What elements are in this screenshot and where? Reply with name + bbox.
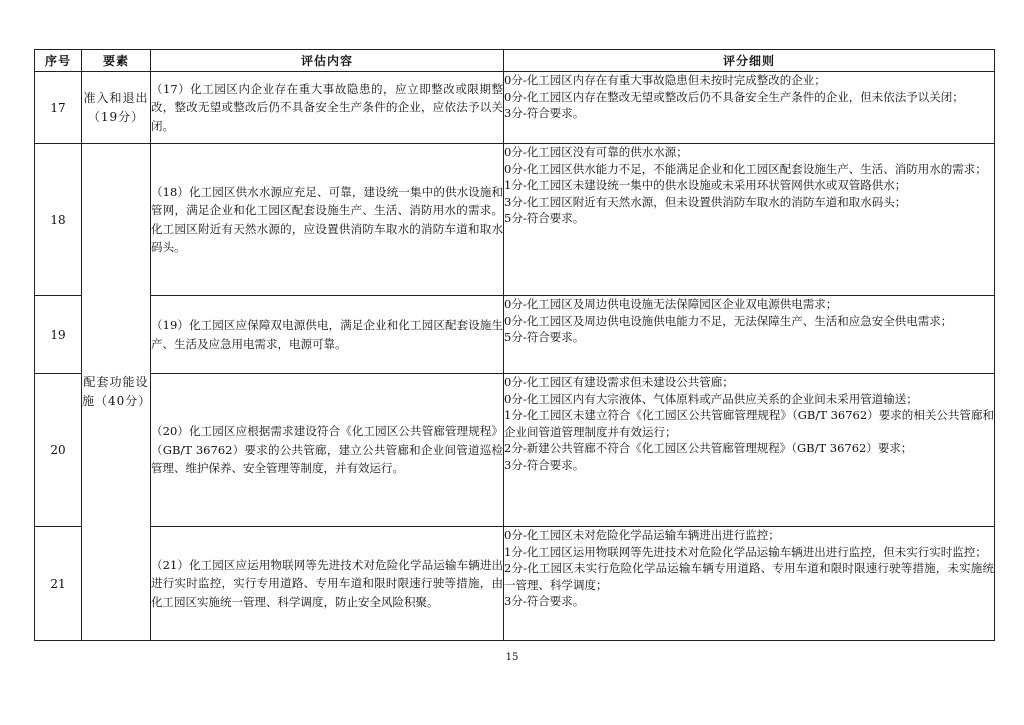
detail-line: 3分-符合要求。 [504, 106, 585, 120]
header-evaluation-content: 评估内容 [151, 50, 504, 72]
row-number: 21 [35, 527, 82, 641]
table-row [35, 527, 995, 641]
detail-line: 0分-化工园区及周边供电设施无法保障园区企业双电源供电需求； [504, 297, 838, 311]
content-cell: （19）化工园区应保障双电源供电，满足企业和化工园区配套设施生产、生活及应急用电需求，电源可靠。 [151, 296, 504, 374]
detail-line: 0分-化工园区有建设需求但未建设公共管廊； [504, 375, 734, 389]
detail-line: 0分-化工园区及周边供电设施供电能力不足，无法保障生产、生活和应急安全供电需求； [504, 313, 953, 328]
detail-line: 2分-新建公共管廊不符合《化工园区公共管廊管理规程》（GB/T 36762）要求； [504, 441, 913, 455]
header-element: 要素 [82, 50, 151, 72]
table-row [35, 144, 995, 296]
detail-cell [504, 296, 995, 374]
detail-line: 3分-化工园区附近有天然水源，但未设置供消防车取水的消防车道和取水码头； [504, 194, 907, 209]
detail-line: 2分-化工园区未实行危险化学品运输车辆专用道路、专用车道和限时限速行驶等措施，未实施统一管理、科学调度； [504, 561, 994, 592]
detail-cell [504, 374, 995, 527]
detail-line: 0分-化工园区内有大宗液体、气体原料或产品供应关系的企业间未采用管道输送； [504, 391, 918, 406]
evaluation-table [34, 49, 995, 641]
table-row [35, 72, 995, 144]
detail-line: 1分-化工园区未建设统一集中的供水设施或未采用环状管网供水或双管路供水； [504, 178, 907, 192]
element-cell-merged: 配套功能设施（40分） [82, 144, 151, 641]
row-number: 17 [35, 72, 82, 144]
detail-line: 0分-化工园区未对危险化学品运输车辆进出进行监控； [504, 528, 780, 542]
element-cell: 准入和退出（19分） [82, 72, 151, 144]
detail-cell [504, 72, 995, 144]
table-header-row [35, 50, 995, 72]
content-cell: （18）化工园区供水水源应充足、可靠，建设统一集中的供水设施和管网，满足企业和化工园区配套设施生产、生活、消防用水的需求。化工园区附近有天然水源的，应设置供消防车取水的消防车道和取水码头。 [151, 144, 504, 296]
header-serial-number: 序号 [35, 50, 82, 72]
row-number: 18 [35, 144, 82, 296]
row-number: 20 [35, 374, 82, 527]
detail-cell [504, 144, 995, 296]
content-cell: （17）化工园区内企业存在重大事故隐患的，应立即整改或限期整改，整改无望或整改后仍不具备安全生产条件的企业，应依法予以关闭。 [151, 72, 504, 144]
table-row [35, 296, 995, 374]
detail-line: 3分-符合要求。 [504, 594, 585, 608]
detail-line: 0分-化工园区没有可靠的供水水源； [504, 145, 688, 159]
detail-line: 5分-符合要求。 [504, 330, 585, 344]
detail-line: 5分-符合要求。 [504, 211, 585, 225]
detail-line: 0分-化工园区供水能力不足，不能满足企业和化工园区配套设施生产、生活、消防用水的需求； [504, 161, 987, 176]
detail-cell [504, 527, 995, 641]
detail-line: 0分-化工园区内存在有重大事故隐患但未按时完成整改的企业； [504, 73, 826, 87]
page-number: 15 [505, 652, 519, 663]
row-number: 19 [35, 296, 82, 374]
table-row [35, 374, 995, 527]
content-cell: （21）化工园区应运用物联网等先进技术对危险化学品运输车辆进出进行实时监控，实行专用道路、专用车道和限时限速行驶等措施，由化工园区实施统一管理、科学调度，防止安全风险积聚。 [151, 527, 504, 641]
detail-line: 1分-化工园区运用物联网等先进技术对危险化学品运输车辆进出进行监控，但未实行实时监控； [504, 544, 987, 559]
detail-line: 1分-化工园区未建立符合《化工园区公共管廊管理规程》（GB/T 36762）要求的相关公共管廊和企业间管道管理制度并有效运行； [504, 408, 994, 439]
detail-line: 3分-符合要求。 [504, 457, 585, 472]
content-cell: （20）化工园区应根据需求建设符合《化工园区公共管廊管理规程》（GB/T 36762）要求的公共管廊，建立公共管廊和企业间管道巡检管理、维护保养、安全管理等制度，并有效运行。 [151, 374, 504, 527]
header-scoring-details: 评分细则 [504, 50, 995, 72]
detail-line: 0分-化工园区内存在整改无望或整改后仍不具备安全生产条件的企业，但未依法予以关闭； [504, 89, 964, 104]
